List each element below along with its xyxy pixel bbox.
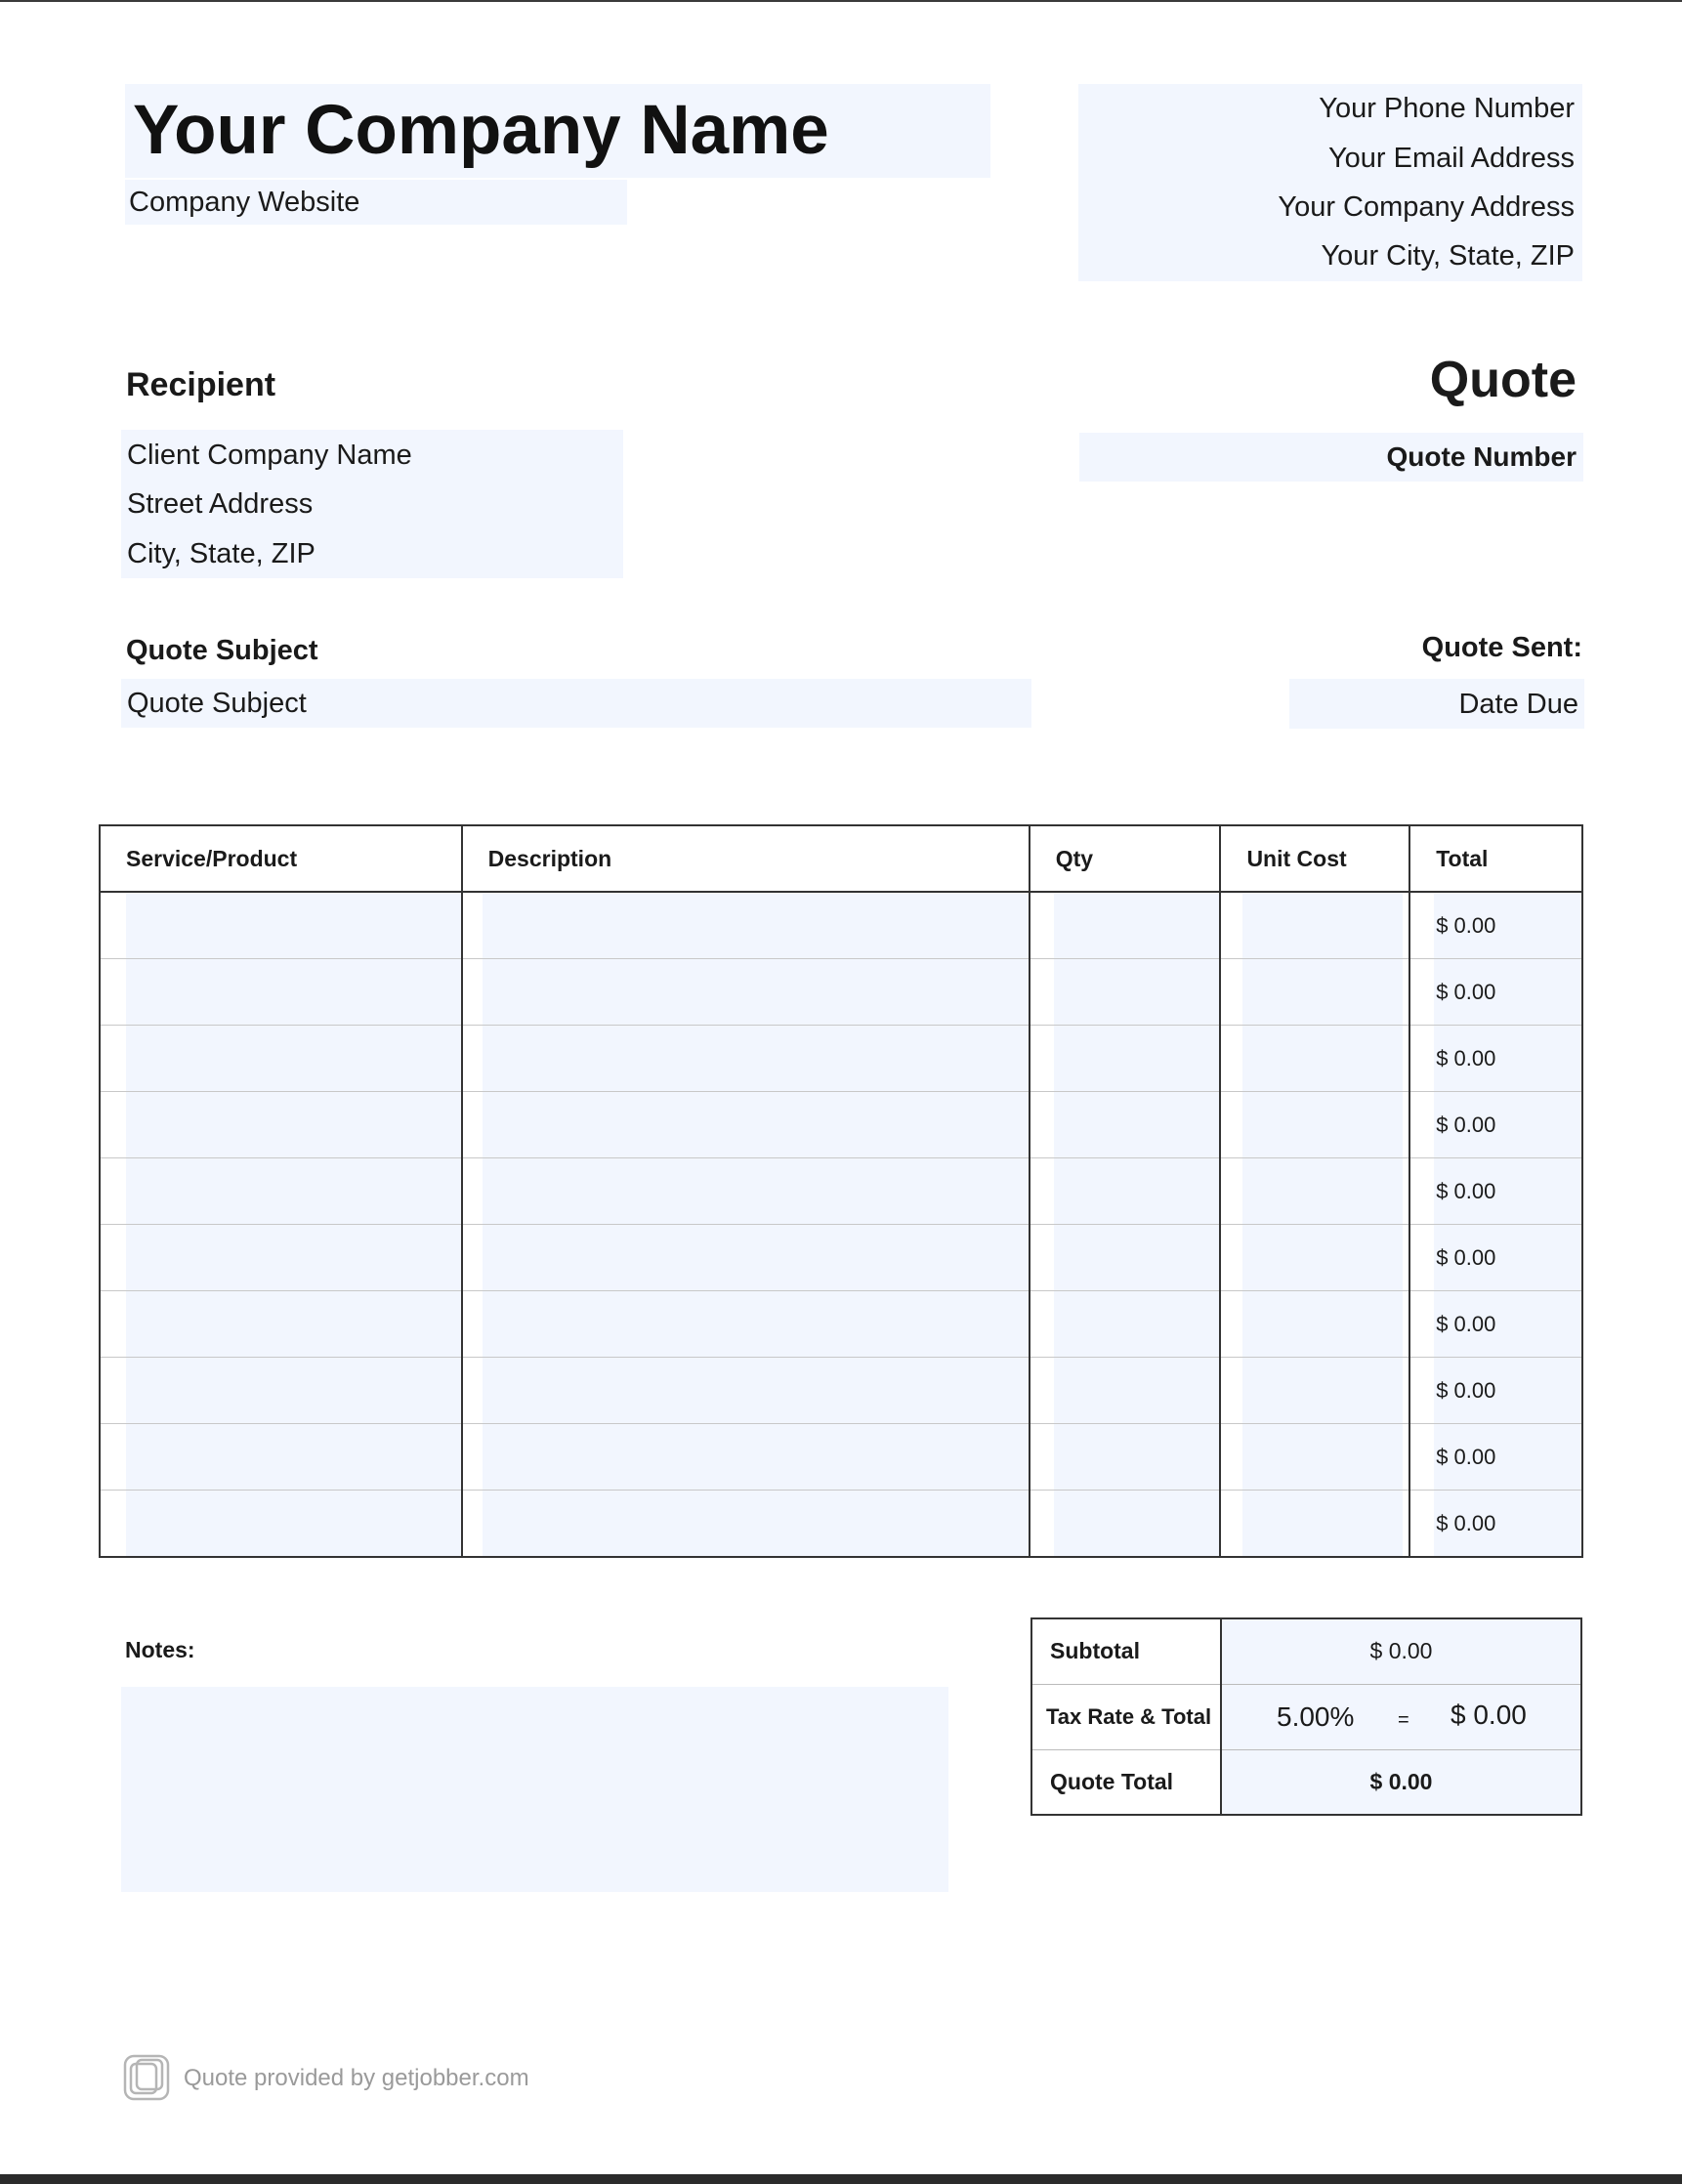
equals-sign: = xyxy=(1398,1708,1409,1731)
service-product-cell xyxy=(100,892,462,959)
date-due-block xyxy=(1289,679,1584,729)
subtotal-value: $ 0.00 xyxy=(1221,1618,1581,1684)
service-product-cell xyxy=(100,1491,462,1558)
service-product-cell xyxy=(100,1358,462,1424)
header-service-product: Service/Product xyxy=(100,825,462,892)
service-product-input[interactable] xyxy=(126,1491,461,1556)
qty-cell xyxy=(1030,1424,1221,1491)
header-qty: Qty xyxy=(1030,825,1221,892)
total-cell xyxy=(1409,1225,1582,1291)
qty-input[interactable] xyxy=(1054,1491,1220,1556)
total-cell xyxy=(1409,892,1582,959)
service-product-input[interactable] xyxy=(126,959,461,1025)
description-input[interactable] xyxy=(483,1026,1029,1091)
quote-title: Quote xyxy=(1429,352,1577,408)
unit-cost-input[interactable] xyxy=(1242,1225,1403,1290)
line-total-value: $ 0.00 xyxy=(1434,1026,1581,1091)
line-total-value: $ 0.00 xyxy=(1434,893,1581,958)
qty-input[interactable] xyxy=(1054,1026,1220,1091)
tax-total-value: $ 0.00 xyxy=(1451,1699,1527,1730)
quote-number-block xyxy=(1079,433,1583,482)
description-cell xyxy=(462,1358,1030,1424)
description-input[interactable] xyxy=(483,1225,1029,1290)
total-cell xyxy=(1409,959,1582,1026)
service-product-input[interactable] xyxy=(126,1092,461,1157)
qty-cell xyxy=(1030,1225,1221,1291)
tax-rate-field[interactable]: 5.00% xyxy=(1277,1701,1355,1732)
notes-field[interactable] xyxy=(121,1687,948,1892)
street-address-field[interactable]: Street Address xyxy=(127,488,314,520)
qty-cell xyxy=(1030,892,1221,959)
qty-input[interactable] xyxy=(1054,1424,1220,1490)
table-row xyxy=(100,1225,1582,1291)
description-cell xyxy=(462,959,1030,1026)
unit-cost-input[interactable] xyxy=(1242,1092,1403,1157)
unit-cost-input[interactable] xyxy=(1242,893,1403,958)
line-total-value: $ 0.00 xyxy=(1434,1225,1581,1290)
recipient-city-state-zip-field[interactable]: City, State, ZIP xyxy=(127,538,315,569)
qty-input[interactable] xyxy=(1054,1291,1220,1357)
description-cell xyxy=(462,1491,1030,1558)
unit-cost-cell xyxy=(1220,1026,1409,1092)
service-product-input[interactable] xyxy=(126,893,461,958)
unit-cost-cell xyxy=(1220,892,1409,959)
description-input[interactable] xyxy=(483,959,1029,1025)
table-row xyxy=(100,1358,1582,1424)
service-product-input[interactable] xyxy=(126,1424,461,1490)
unit-cost-input[interactable] xyxy=(1242,1491,1403,1556)
service-product-cell xyxy=(100,1026,462,1092)
qty-input[interactable] xyxy=(1054,1358,1220,1423)
description-cell xyxy=(462,1026,1030,1092)
company-contact-block xyxy=(1078,84,1582,281)
qty-input[interactable] xyxy=(1054,1225,1220,1290)
tax-cell xyxy=(1221,1684,1581,1749)
total-cell xyxy=(1409,1424,1582,1491)
description-input[interactable] xyxy=(483,1358,1029,1423)
table-row xyxy=(100,1291,1582,1358)
qty-input[interactable] xyxy=(1054,1158,1220,1224)
unit-cost-input[interactable] xyxy=(1242,1291,1403,1357)
qty-cell xyxy=(1030,1491,1221,1558)
summary-table xyxy=(1030,1617,1582,1816)
table-row xyxy=(100,1092,1582,1158)
company-address-field[interactable]: Your Company Address xyxy=(1278,191,1575,223)
quote-total-label: Quote Total xyxy=(1031,1749,1221,1815)
total-cell xyxy=(1409,1026,1582,1092)
top-border-line xyxy=(0,0,1682,2)
description-input[interactable] xyxy=(483,1158,1029,1224)
qty-cell xyxy=(1030,1291,1221,1358)
quote-total-row xyxy=(1031,1749,1581,1815)
service-product-cell xyxy=(100,1225,462,1291)
client-company-field[interactable]: Client Company Name xyxy=(127,440,412,471)
unit-cost-input[interactable] xyxy=(1242,1358,1403,1423)
line-total-value: $ 0.00 xyxy=(1434,1358,1581,1423)
description-cell xyxy=(462,1424,1030,1491)
footer-credit: Quote provided by getjobber.com xyxy=(184,2065,529,2091)
jobber-logo-icon xyxy=(123,2054,170,2101)
notes-heading: Notes: xyxy=(125,1637,195,1662)
service-product-cell xyxy=(100,959,462,1026)
line-total-value: $ 0.00 xyxy=(1434,1424,1581,1490)
description-cell xyxy=(462,892,1030,959)
table-row xyxy=(100,1424,1582,1491)
total-cell xyxy=(1409,1291,1582,1358)
quote-subject-block xyxy=(121,679,1031,728)
unit-cost-cell xyxy=(1220,1158,1409,1225)
description-input[interactable] xyxy=(483,1092,1029,1157)
description-cell xyxy=(462,1291,1030,1358)
line-total-value: $ 0.00 xyxy=(1434,959,1581,1025)
service-product-input[interactable] xyxy=(126,1158,461,1224)
service-product-input[interactable] xyxy=(126,1225,461,1290)
subtotal-label: Subtotal xyxy=(1031,1618,1221,1684)
service-product-input[interactable] xyxy=(126,1358,461,1423)
recipient-block xyxy=(121,430,623,578)
total-cell xyxy=(1409,1358,1582,1424)
line-total-value: $ 0.00 xyxy=(1434,1491,1581,1556)
qty-cell xyxy=(1030,959,1221,1026)
description-input[interactable] xyxy=(483,893,1029,958)
quote-subject-field[interactable]: Quote Subject xyxy=(127,688,307,719)
service-product-cell xyxy=(100,1092,462,1158)
company-city-state-zip-field[interactable]: Your City, State, ZIP xyxy=(1321,240,1575,272)
line-items-table xyxy=(99,824,1583,1558)
unit-cost-input[interactable] xyxy=(1242,1158,1403,1224)
recipient-heading: Recipient xyxy=(126,366,276,403)
service-product-cell xyxy=(100,1291,462,1358)
email-field[interactable]: Your Email Address xyxy=(1327,143,1575,174)
quote-sent-heading: Quote Sent: xyxy=(1421,632,1582,663)
unit-cost-cell xyxy=(1220,1358,1409,1424)
quote-total-value: $ 0.00 xyxy=(1221,1749,1581,1815)
qty-cell xyxy=(1030,1026,1221,1092)
company-name-field[interactable]: Your Company Name xyxy=(125,84,990,178)
service-product-cell xyxy=(100,1424,462,1491)
unit-cost-cell xyxy=(1220,1491,1409,1558)
table-header-row xyxy=(100,825,1582,892)
qty-cell xyxy=(1030,1092,1221,1158)
qty-cell xyxy=(1030,1158,1221,1225)
total-cell xyxy=(1409,1158,1582,1225)
total-cell xyxy=(1409,1092,1582,1158)
qty-input[interactable] xyxy=(1054,959,1220,1025)
unit-cost-cell xyxy=(1220,1424,1409,1491)
unit-cost-cell xyxy=(1220,1225,1409,1291)
unit-cost-cell xyxy=(1220,1291,1409,1358)
tax-row xyxy=(1031,1684,1581,1749)
company-website-field[interactable]: Company Website xyxy=(125,180,627,225)
table-row xyxy=(100,892,1582,959)
description-cell xyxy=(462,1092,1030,1158)
description-cell xyxy=(462,1225,1030,1291)
quote-subject-heading: Quote Subject xyxy=(126,635,318,666)
bottom-border-bar xyxy=(0,2174,1682,2184)
line-total-value: $ 0.00 xyxy=(1434,1092,1581,1157)
table-row xyxy=(100,1491,1582,1558)
total-cell xyxy=(1409,1491,1582,1558)
service-product-input[interactable] xyxy=(126,1291,461,1357)
phone-field[interactable]: Your Phone Number xyxy=(1319,93,1575,124)
tax-label: Tax Rate & Total xyxy=(1031,1684,1221,1749)
qty-cell xyxy=(1030,1358,1221,1424)
quote-number-field[interactable]: Quote Number xyxy=(1386,441,1577,472)
date-due-field[interactable]: Date Due xyxy=(1458,689,1578,720)
description-input[interactable] xyxy=(483,1424,1029,1490)
unit-cost-cell xyxy=(1220,1092,1409,1158)
subtotal-row xyxy=(1031,1618,1581,1684)
unit-cost-input[interactable] xyxy=(1242,1026,1403,1091)
line-total-value: $ 0.00 xyxy=(1434,1158,1581,1224)
description-input[interactable] xyxy=(483,1491,1029,1556)
header-unit-cost: Unit Cost xyxy=(1220,825,1409,892)
unit-cost-cell xyxy=(1220,959,1409,1026)
qty-input[interactable] xyxy=(1054,893,1220,958)
service-product-cell xyxy=(100,1158,462,1225)
description-input[interactable] xyxy=(483,1291,1029,1357)
table-row xyxy=(100,959,1582,1026)
description-cell xyxy=(462,1158,1030,1225)
unit-cost-input[interactable] xyxy=(1242,959,1403,1025)
header-total: Total xyxy=(1409,825,1582,892)
table-row xyxy=(100,1158,1582,1225)
table-row xyxy=(100,1026,1582,1092)
header-description: Description xyxy=(462,825,1030,892)
unit-cost-input[interactable] xyxy=(1242,1424,1403,1490)
line-total-value: $ 0.00 xyxy=(1434,1291,1581,1357)
service-product-input[interactable] xyxy=(126,1026,461,1091)
qty-input[interactable] xyxy=(1054,1092,1220,1157)
